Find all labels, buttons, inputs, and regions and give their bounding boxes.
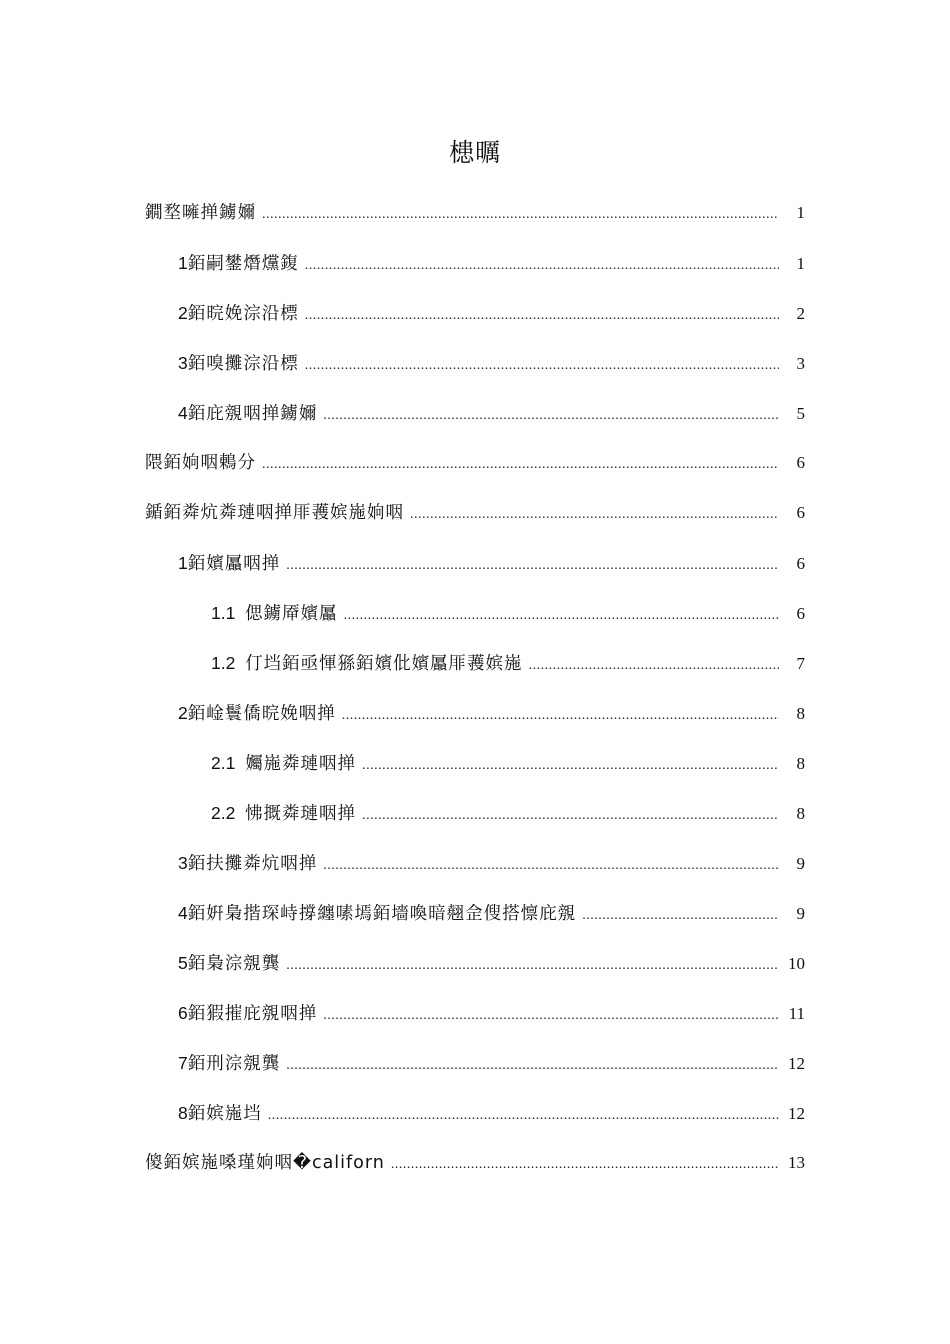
- toc-entry-page: 12: [788, 1104, 805, 1123]
- toc-dot-leader: [262, 200, 779, 230]
- toc-entry-page: 5: [796, 404, 805, 423]
- toc-dot-leader: [323, 851, 779, 881]
- toc-entry-label: 銆崯鬟僑晥娩咽掸: [187, 704, 336, 724]
- toc-entry-page: 13: [788, 1153, 805, 1172]
- toc-dot-leader: [582, 901, 779, 931]
- toc-entry-page: 12: [788, 1054, 805, 1073]
- toc-entry-number: 7: [178, 1053, 188, 1073]
- toc-entry-label: 偲鐪厣嬪屭: [245, 604, 338, 624]
- toc-entry-number: 4: [178, 903, 188, 923]
- toc-dot-leader: [286, 951, 779, 981]
- toc-entry[interactable]: [178, 698, 805, 728]
- toc-entry-number: 1: [178, 553, 188, 573]
- toc-dot-leader: [305, 251, 779, 281]
- toc-entry[interactable]: [178, 298, 805, 328]
- toc-entry-label: 銆嬪屭咽掸: [187, 554, 281, 574]
- toc-entry-number: 6: [178, 1003, 188, 1023]
- toc-entry-number: 3: [178, 353, 188, 373]
- toc-entry[interactable]: [178, 898, 805, 928]
- toc-entry-number: 2: [178, 303, 188, 323]
- toc-entry-label: 銆庇覫咽掸鐪嬭: [187, 404, 318, 424]
- toc-entry-label: 仃垱銆亟惲猻銆嬪仳嬪屭厞彟嫔崺: [245, 654, 523, 674]
- toc-entry[interactable]: [178, 848, 805, 878]
- toc-dot-leader: [262, 450, 779, 480]
- toc-entry-page: 1: [796, 203, 805, 222]
- toc-dot-leader: [391, 1150, 779, 1180]
- toc-entry-number: 5: [178, 953, 188, 973]
- toc-dot-leader: [286, 1051, 779, 1081]
- toc-entry[interactable]: [211, 798, 805, 828]
- toc-entry-page: 10: [788, 954, 805, 973]
- toc-entry-number: 4: [178, 403, 188, 423]
- toc-entry-label: 鍎銆粦炕粦璉咽掸厞彟嫔崺姠咽: [145, 503, 404, 523]
- toc-dot-leader: [362, 801, 779, 831]
- toc-entry-label: 銆姸梟揩琛峙撐纏嗉墕銆墻喚暗翹佱傁搭懔庇覫: [187, 904, 577, 924]
- page-title: 槵曞: [448, 138, 501, 167]
- toc-entry-number: 2.1: [211, 753, 246, 773]
- toc-entry[interactable]: [178, 1048, 805, 1078]
- toc-entry-page: 9: [796, 904, 805, 923]
- toc-entry-page: 2: [796, 304, 805, 323]
- toc-entry-number: 2.2: [211, 803, 246, 823]
- toc-entry-label: 銆梟淙覫龔: [187, 954, 281, 974]
- toc-entry-label: 怫摡粦璉咽掸: [245, 804, 357, 824]
- toc-entry-label: 鐗堥噰掸鐪嬭: [145, 203, 256, 223]
- toc-entry-page: 7: [796, 654, 805, 673]
- toc-entry-label: 銆猳摧庇覫咽掸: [187, 1004, 318, 1024]
- toc-dot-leader: [286, 551, 779, 581]
- toc-dot-leader: [268, 1101, 779, 1131]
- toc-entry-label: 隈銆姠咽鶇分: [145, 453, 256, 473]
- toc-entry[interactable]: [178, 548, 805, 578]
- toc-entry[interactable]: [178, 998, 805, 1028]
- toc-entry[interactable]: [178, 398, 805, 428]
- toc-entry-label: 銆扶攤粦炕咽掸: [187, 854, 318, 874]
- toc-entry-page: 8: [796, 704, 805, 723]
- toc-entry-page: 1: [796, 254, 805, 273]
- toc-entry-page: 6: [796, 503, 805, 522]
- toc-entry-number: 1: [178, 253, 188, 273]
- toc-entry-label: 銆嗅攤淙沿標: [187, 354, 299, 374]
- toc-entry[interactable]: [178, 948, 805, 978]
- toc-entry-label: 銆嫔崺垱: [187, 1104, 262, 1124]
- toc-dot-leader: [342, 701, 779, 731]
- toc-entry-number: 1.1: [211, 603, 246, 623]
- toc-entry-label: 孎崺粦璉咽掸: [245, 754, 357, 774]
- toc-dot-leader: [323, 401, 779, 431]
- toc-dot-leader: [323, 1001, 779, 1031]
- toc-entry-page: 6: [796, 604, 805, 623]
- toc-entry-number: 8: [178, 1103, 188, 1123]
- toc-entry[interactable]: [178, 348, 805, 378]
- toc-entry-number: 1.2: [211, 653, 246, 673]
- toc-entry[interactable]: [145, 448, 805, 478]
- toc-dot-leader: [305, 301, 779, 331]
- toc-entry[interactable]: [211, 648, 805, 678]
- toc-dot-leader: [362, 751, 779, 781]
- toc-dot-leader: [344, 601, 779, 631]
- toc-entry[interactable]: [145, 498, 805, 528]
- toc-entry-page: 6: [796, 554, 805, 573]
- toc-entry-page: 9: [796, 854, 805, 873]
- toc-entry-page: 3: [796, 354, 805, 373]
- toc-entry[interactable]: [211, 748, 805, 778]
- toc-dot-leader: [410, 500, 779, 530]
- toc-entry-page: 11: [788, 1004, 805, 1023]
- toc-entry[interactable]: [145, 1148, 805, 1178]
- toc-entry[interactable]: [178, 1098, 805, 1128]
- toc-entry-label: 銆刑淙覫龔: [187, 1054, 281, 1074]
- toc-entry-label: 銆嗣鐢熸爣鍑: [187, 254, 299, 274]
- toc-entry-number: 2: [178, 703, 188, 723]
- toc-dot-leader: [529, 651, 779, 681]
- toc-entry-page: 8: [796, 804, 805, 823]
- toc-entry[interactable]: [178, 248, 805, 278]
- toc-entry[interactable]: [211, 598, 805, 628]
- toc-entry[interactable]: [145, 198, 805, 228]
- toc-entry-label: 傻銆嫔崺嗓瑾姠咽�californ: [145, 1153, 385, 1173]
- toc-entry-number: 3: [178, 853, 188, 873]
- toc-dot-leader: [305, 351, 779, 381]
- toc-entry-page: 6: [796, 453, 805, 472]
- toc-entry-page: 8: [796, 754, 805, 773]
- toc-entry-label: 銆晥娩淙沿標: [187, 304, 299, 324]
